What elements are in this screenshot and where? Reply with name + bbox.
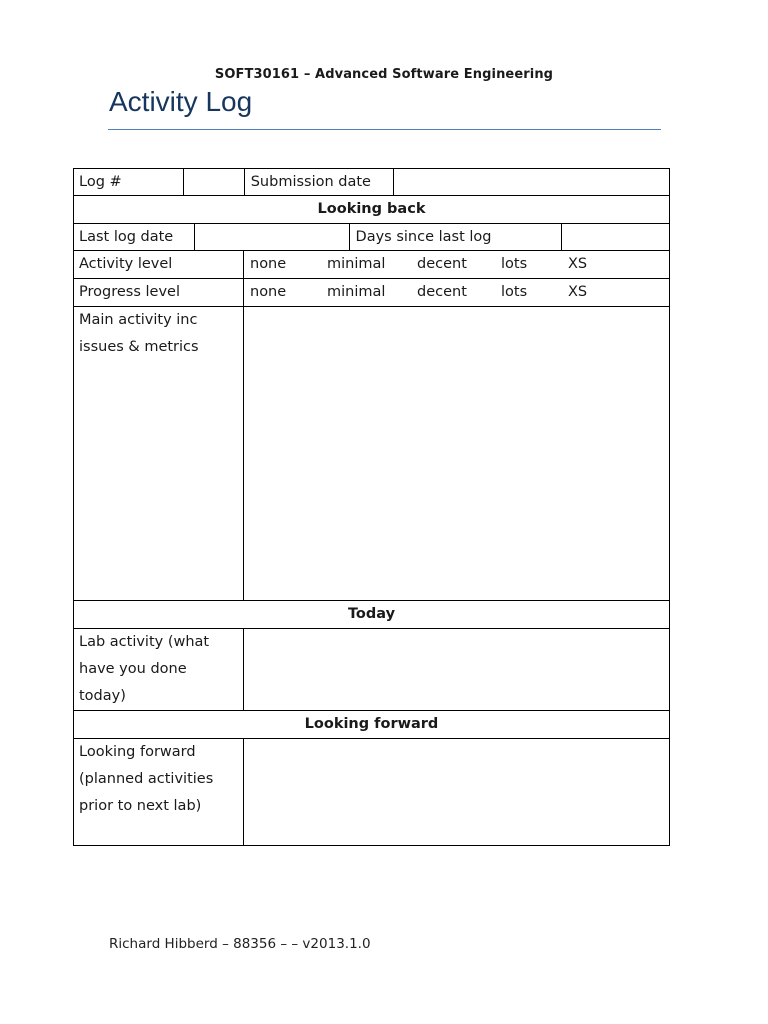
- activity-option-lots[interactable]: lots: [501, 256, 528, 272]
- footer-text: Richard Hibberd – 88356 – – v2013.1.0: [109, 936, 371, 952]
- activity-option-decent[interactable]: decent: [417, 256, 467, 272]
- progress-option-lots[interactable]: lots: [501, 284, 528, 300]
- log-header-row: [74, 169, 670, 196]
- activity-option-minimal[interactable]: minimal: [327, 256, 386, 272]
- looking-forward-label: Looking forward (planned activities prior to next lab): [74, 739, 244, 846]
- progress-option-minimal[interactable]: minimal: [327, 284, 386, 300]
- lab-activity-label: Lab activity (what have you done today): [74, 629, 244, 711]
- last-log-date-field[interactable]: [194, 224, 349, 250]
- progress-option-decent[interactable]: decent: [417, 284, 467, 300]
- progress-level-label: Progress level: [74, 279, 244, 307]
- submission-date-label: Submission date: [244, 169, 394, 195]
- looking-forward-field[interactable]: [244, 739, 670, 846]
- title-underline: [108, 129, 661, 130]
- log-number-label: Log #: [79, 174, 122, 190]
- days-since-last-log-field[interactable]: [561, 224, 669, 250]
- progress-level-options: [244, 279, 670, 307]
- days-since-last-log-label: Days since last log: [349, 224, 562, 250]
- looking-forward-heading: Looking forward: [74, 711, 670, 739]
- progress-option-none[interactable]: none: [250, 284, 287, 300]
- activity-option-none[interactable]: none: [250, 256, 287, 272]
- last-log-date-label: Last log date: [79, 229, 174, 245]
- today-heading: Today: [74, 601, 670, 629]
- log-number-field[interactable]: [183, 169, 244, 195]
- course-header: SOFT30161 – Advanced Software Engineering: [214, 67, 554, 82]
- main-activity-field[interactable]: [244, 307, 670, 601]
- looking-back-heading: Looking back: [74, 196, 670, 224]
- last-log-row: [74, 224, 670, 251]
- main-activity-label: Main activity inc issues & metrics: [74, 307, 244, 601]
- activity-level-options: [244, 251, 670, 279]
- activity-level-label: Activity level: [74, 251, 244, 279]
- progress-option-xs[interactable]: XS: [568, 284, 588, 300]
- submission-date-field[interactable]: [393, 169, 669, 195]
- lab-activity-field[interactable]: [244, 629, 670, 711]
- activity-log-form: [73, 168, 670, 846]
- activity-option-xs[interactable]: XS: [568, 256, 588, 272]
- page-title: Activity Log: [109, 86, 253, 117]
